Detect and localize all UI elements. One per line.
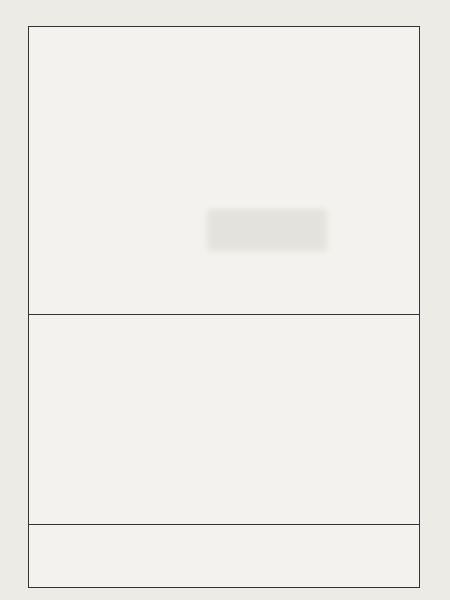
section-divider xyxy=(29,314,419,315)
section-divider xyxy=(29,524,419,525)
show-through-ghost-text xyxy=(207,209,327,251)
index-frame xyxy=(28,26,420,588)
